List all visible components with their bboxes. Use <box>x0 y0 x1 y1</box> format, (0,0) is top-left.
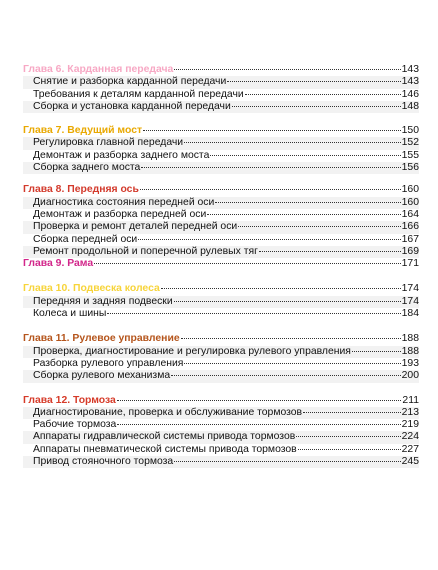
chapter-title[interactable]: Глава 6. Карданная передача <box>23 64 174 75</box>
chapter-heading[interactable] <box>23 64 419 76</box>
entry-page-number: 213 <box>401 406 419 418</box>
chapter-title[interactable]: Глава 11. Рулевое управление <box>23 333 180 345</box>
entry-page-number: 160 <box>401 196 419 208</box>
entry-page-number: 193 <box>401 357 419 369</box>
chapter-heading[interactable] <box>23 283 419 295</box>
entry-page-number: 167 <box>401 233 419 245</box>
dot-leader <box>238 226 400 227</box>
table-of-contents <box>23 64 419 468</box>
entry-title[interactable]: Регулировка главной передачи <box>33 137 184 149</box>
toc-entry[interactable] <box>23 419 419 431</box>
chapter-page-number: 143 <box>401 64 419 75</box>
chapter-12 <box>23 395 419 469</box>
chapter-title[interactable]: Глава 8. Передняя ось <box>23 184 139 196</box>
chapter-heading[interactable] <box>23 184 419 196</box>
entry-title[interactable]: Демонтаж и разборка передней оси <box>33 208 207 220</box>
chapter-8 <box>23 184 419 258</box>
dot-leader <box>184 363 400 364</box>
chapter-heading[interactable] <box>23 258 419 270</box>
entry-title[interactable]: Демонтаж и разборка заднего моста <box>33 149 210 161</box>
dot-leader <box>259 251 401 252</box>
entry-page-number: 245 <box>401 456 419 468</box>
spacer <box>23 174 419 184</box>
entry-title[interactable]: Сборка передней оси <box>33 233 138 245</box>
entry-page-number: 227 <box>401 443 419 455</box>
toc-entry[interactable] <box>23 370 419 382</box>
entry-page-number: 219 <box>401 419 419 431</box>
dot-leader <box>210 155 400 156</box>
chapter-title[interactable]: Глава 12. Тормоза <box>23 394 116 406</box>
entry-title[interactable]: Диагностика состояния передней оси <box>33 196 215 208</box>
chapter-page-number: 150 <box>401 125 419 137</box>
chapter-page-number: 174 <box>401 283 419 295</box>
dot-leader <box>174 461 400 462</box>
entry-page-number: 166 <box>401 221 419 233</box>
entry-page-number: 155 <box>401 149 419 161</box>
dot-leader <box>107 313 400 314</box>
chapter-page-number: 171 <box>401 258 419 270</box>
chapter-7 <box>23 125 419 174</box>
toc-entry[interactable] <box>23 456 419 468</box>
entry-page-number: 174 <box>401 295 419 307</box>
spacer <box>23 113 419 125</box>
toc-entry[interactable] <box>23 89 419 101</box>
chapter-heading[interactable] <box>23 125 419 137</box>
dot-leader <box>174 69 400 70</box>
toc-entry[interactable] <box>23 162 419 174</box>
entry-page-number: 148 <box>401 100 419 112</box>
toc-entry[interactable] <box>23 137 419 149</box>
entry-page-number: 200 <box>401 370 419 382</box>
entry-title[interactable]: Диагностирование, проверка и обслуживание тормозов <box>33 406 303 418</box>
entry-page-number: 146 <box>401 88 419 100</box>
chapter-title[interactable]: Глава 9. Рама <box>23 258 94 270</box>
entry-title[interactable]: Передняя и задняя подвески <box>33 295 173 307</box>
entry-title[interactable]: Разборка рулевого управления <box>33 357 184 369</box>
chapter-9 <box>23 258 419 270</box>
dot-leader <box>303 412 401 413</box>
toc-entry[interactable] <box>23 246 419 258</box>
entry-page-number: 169 <box>401 245 419 257</box>
entry-page-number: 164 <box>401 208 419 220</box>
entry-title[interactable]: Колеса и шины <box>33 308 107 320</box>
dot-leader <box>143 130 401 131</box>
entry-title[interactable]: Сборка заднего моста <box>33 162 141 174</box>
dot-leader <box>181 338 401 339</box>
dot-leader <box>184 142 401 143</box>
dot-leader <box>352 351 401 352</box>
spacer <box>23 320 419 333</box>
chapter-6 <box>23 64 419 113</box>
dot-leader <box>94 263 401 264</box>
entry-page-number: 224 <box>401 431 419 443</box>
dot-leader <box>227 81 400 82</box>
entry-page-number: 152 <box>401 137 419 149</box>
toc-entry[interactable] <box>23 150 419 162</box>
toc-entry[interactable] <box>23 407 419 419</box>
entry-page-number: 184 <box>401 308 419 320</box>
entry-page-number: 188 <box>401 345 419 357</box>
chapter-10 <box>23 283 419 320</box>
dot-leader <box>174 301 401 302</box>
toc-entry[interactable] <box>23 346 419 358</box>
toc-entry[interactable] <box>23 308 419 320</box>
entry-title[interactable]: Требования к деталям карданной передачи <box>33 88 244 100</box>
toc-entry[interactable] <box>23 76 419 88</box>
toc-entry[interactable] <box>23 221 419 233</box>
entry-title[interactable]: Проверка и ремонт деталей передней оси <box>33 221 238 233</box>
entry-title[interactable]: Сборка и установка карданной передачи <box>33 100 231 112</box>
entry-title[interactable]: Привод стояночного тормоза <box>33 456 174 468</box>
dot-leader <box>171 375 401 376</box>
toc-entry[interactable] <box>23 101 419 113</box>
toc-entry[interactable] <box>23 197 419 209</box>
entry-title[interactable]: Снятие и разборка карданной передачи <box>33 76 227 88</box>
chapter-heading[interactable] <box>23 395 419 407</box>
entry-title[interactable]: Сборка рулевого механизма <box>33 370 171 382</box>
dot-leader <box>117 400 402 401</box>
entry-title[interactable]: Рабочие тормоза <box>33 419 117 431</box>
dot-leader <box>207 214 400 215</box>
entry-page-number: 143 <box>401 76 419 88</box>
entry-title[interactable]: Аппараты пневматической системы привода тормозов <box>33 443 297 455</box>
dot-leader <box>138 239 400 240</box>
chapter-page-number: 160 <box>401 184 419 196</box>
chapter-heading[interactable] <box>23 333 419 345</box>
toc-entry[interactable] <box>23 431 419 443</box>
dot-leader <box>296 436 400 437</box>
toc-entry[interactable] <box>23 358 419 370</box>
entry-title[interactable]: Аппараты гидравлической системы привода тормозов <box>33 431 296 443</box>
chapter-11 <box>23 333 419 382</box>
toc-entry[interactable] <box>23 209 419 221</box>
dot-leader <box>141 167 400 168</box>
chapter-title[interactable]: Глава 10. Подвеска колеса <box>23 283 160 295</box>
chapter-page-number: 188 <box>401 333 419 345</box>
dot-leader <box>298 449 401 450</box>
dot-leader <box>161 288 401 289</box>
entry-title[interactable]: Проверка, диагностирование и регулировка рулевого управления <box>33 345 351 357</box>
entry-title[interactable]: Ремонт продольной и поперечной рулевых тяг <box>33 245 258 257</box>
dot-leader <box>232 106 401 107</box>
spacer <box>23 270 419 283</box>
dot-leader <box>140 189 401 190</box>
chapter-page-number: 211 <box>402 394 419 406</box>
chapter-title[interactable]: Глава 7. Ведущий мост <box>23 125 143 137</box>
toc-entry[interactable] <box>23 234 419 246</box>
toc-entry[interactable] <box>23 444 419 456</box>
entry-page-number: 156 <box>401 162 419 174</box>
toc-entry[interactable] <box>23 296 419 308</box>
spacer <box>23 383 419 395</box>
dot-leader <box>245 94 401 95</box>
dot-leader <box>117 424 400 425</box>
dot-leader <box>215 202 400 203</box>
